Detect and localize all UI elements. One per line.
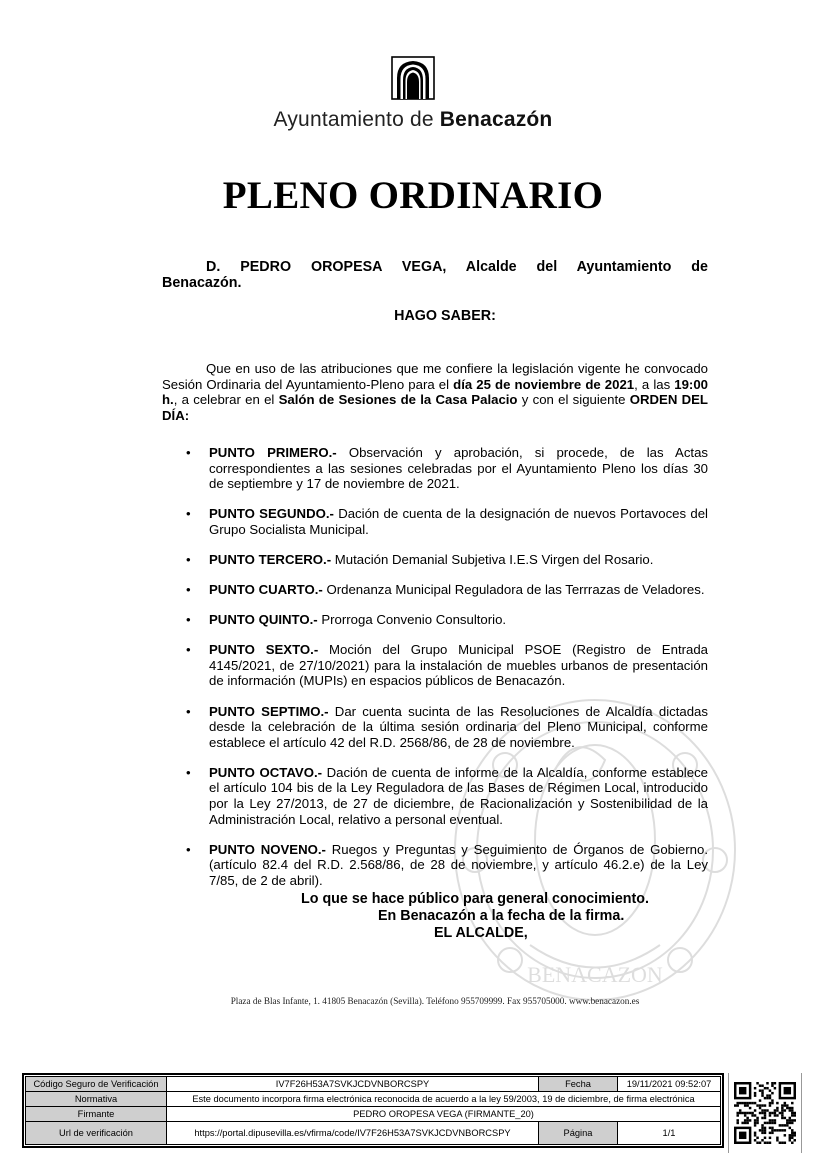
bullet-icon: • — [186, 642, 191, 658]
qr-code[interactable] — [728, 1073, 802, 1153]
session-venue: Salón de Sesiones de la Casa Palacio — [278, 392, 518, 408]
agenda-item — [162, 445, 708, 492]
verification-box — [22, 1073, 724, 1148]
agenda-item-label: PUNTO OCTAVO.- — [209, 764, 323, 780]
bullet-icon: • — [186, 445, 191, 460]
agenda-item-text: Dación de cuenta de la designación de nuevos Portavoces del Grupo Socialista Municipal. — [209, 506, 708, 537]
agenda-item — [162, 506, 708, 537]
logo-text-light: Ayuntamiento de — [273, 108, 440, 131]
pagina-label: Página — [539, 1122, 618, 1145]
agenda-item-label: PUNTO SEXTO.- — [209, 642, 319, 658]
agenda-item-label: PUNTO NOVENO.- — [209, 841, 326, 857]
bullet-icon: • — [186, 703, 191, 719]
agenda-item-text: Ruegos y Preguntas y Seguimiento de Órganos de Gobierno. (artículo 82.4 del R.D. 2.568/86, de 28 de noviembre, y artículo 46.2.e) de la Ley 7/85, de 2 de abril). — [209, 841, 708, 888]
agenda-item-text: Dación de cuenta de informe de la Alcaldía, conforme establece el artículo 104 bis de la Ley Reguladora de las Bases de Régimen Local, introducido por la Ley 27/2013, de 27 de diciembre, de Racionalización y Sostenibilidad de la Administración Local, relativo a personal eventual. — [209, 764, 708, 827]
fecha-label: Fecha — [539, 1077, 618, 1092]
mayor-name: D. PEDRO OROPESA VEGA — [206, 259, 443, 275]
footer-address: Plaza de Blas Infante, 1. 41805 Benacazón (Sevilla). Teléfono 955709999. Fax 955705000. www.benacazon.es — [230, 996, 640, 1006]
verification-table — [25, 1076, 721, 1145]
agenda-item — [162, 612, 708, 628]
agenda-list — [162, 445, 708, 903]
orden-del-dia-label: ORDEN DEL DÍA: — [162, 392, 708, 423]
para-text-1: Que en uso de las atribuciones que me confiere la legislación vigente he convocado Sesión Ordinaria del Ayuntamiento-Pleno para el — [162, 361, 708, 392]
logo-text-bold: Benacazón — [439, 108, 553, 131]
bullet-icon: • — [186, 612, 191, 628]
bullet-icon: • — [186, 764, 191, 780]
bullet-icon: • — [186, 841, 191, 857]
municipality: Benacazón. — [162, 275, 242, 291]
convocation-paragraph — [162, 361, 708, 423]
agenda-item-text: Ordenanza Municipal Reguladora de las Terrrazas de Veladores. — [322, 582, 705, 598]
agenda-item-text: Dar cuenta sucinta de las Resoluciones de Alcaldía dictadas desde la celebración de la última sesión ordinaria del Pleno Municipal, conforme establece el artículo 42 del R.D. 2568/86, de 28 de noviembre. — [209, 703, 708, 750]
hago-saber-heading: HAGO SABER: — [394, 308, 496, 324]
para-text-4: y con el siguiente — [517, 392, 630, 408]
csv-label: Código Seguro de Verificación — [26, 1077, 167, 1092]
para-text-2: , a las — [634, 376, 675, 392]
agenda-item-label: PUNTO CUARTO.- — [209, 582, 323, 598]
session-time: 19:00 h. — [162, 376, 708, 408]
agenda-item-label: PUNTO SEPTIMO.- — [209, 703, 329, 719]
signatory-title: EL ALCALDE, — [434, 925, 528, 941]
agenda-item-label: PUNTO PRIMERO.- — [209, 445, 337, 460]
para-text-3: , a celebrar en el — [173, 392, 279, 408]
seal-lettering: BENACAZON — [527, 962, 663, 987]
qr-code-icon — [734, 1082, 796, 1144]
mayor-intro — [162, 259, 708, 291]
csv-value: IV7F26H53A7SVKJCDVNBORCSPY — [167, 1077, 539, 1092]
url-label: Url de verificación — [26, 1122, 167, 1145]
fecha-value: 19/11/2021 09:52:07 — [618, 1077, 721, 1092]
closing-line-1: Lo que se hace público para general conocimiento. — [301, 891, 649, 907]
session-date: día 25 de noviembre de 2021 — [453, 376, 635, 392]
verification-url-link[interactable]: https://portal.dipusevilla.es/vfirma/code/IV7F26H53A7SVKJCDVNBORCSPY — [167, 1122, 539, 1145]
firmante-value: PEDRO OROPESA VEGA (FIRMANTE_20) — [167, 1107, 721, 1122]
agenda-item — [162, 642, 708, 689]
agenda-item-text: Mutación Demanial Subjetiva I.E.S Virgen del Rosario. — [331, 551, 654, 567]
agenda-item — [162, 842, 708, 889]
agenda-item-text: Observación y aprobación, si procede, de las Actas correspondientes a las sesiones celebradas por el Ayuntamiento Pleno los días 30 de septiembre y 17 de noviembre de 2021. — [209, 445, 708, 492]
agenda-item — [162, 704, 708, 751]
agenda-item-label: PUNTO QUINTO.- — [209, 612, 318, 628]
normativa-value: Este documento incorpora firma electrónica reconocida de acuerdo a la ley 59/2003, 19 de diciembre, de firma electrónica — [167, 1092, 721, 1107]
agenda-item — [162, 765, 708, 827]
bullet-icon: • — [186, 582, 191, 598]
firmante-label: Firmante — [26, 1107, 167, 1122]
normativa-label: Normativa — [26, 1092, 167, 1107]
agenda-item-label: PUNTO SEGUNDO.- — [209, 506, 334, 522]
agenda-item — [162, 552, 708, 568]
logo — [0, 56, 826, 105]
logo-text — [0, 108, 826, 132]
agenda-item-text: Prorroga Convenio Consultorio. — [317, 612, 507, 628]
document-title: PLENO ORDINARIO — [222, 174, 604, 217]
pagina-value: 1/1 — [618, 1122, 721, 1145]
arch-icon — [391, 56, 435, 100]
agenda-item-text: Moción del Grupo Municipal PSOE (Registro de Entrada 4145/2021, de 27/10/2021) para la instalación de muebles urbanos de presentación de información (MUPIs) en espacios públicos de Benacazón. — [209, 642, 708, 689]
agenda-item-label: PUNTO TERCERO.- — [209, 551, 332, 567]
closing-line-2: En Benacazón a la fecha de la firma. — [378, 908, 625, 924]
bullet-icon: • — [186, 506, 191, 522]
agenda-item — [162, 582, 708, 598]
mayor-role: , Alcalde del Ayuntamiento de — [442, 259, 708, 275]
bullet-icon: • — [186, 551, 191, 567]
